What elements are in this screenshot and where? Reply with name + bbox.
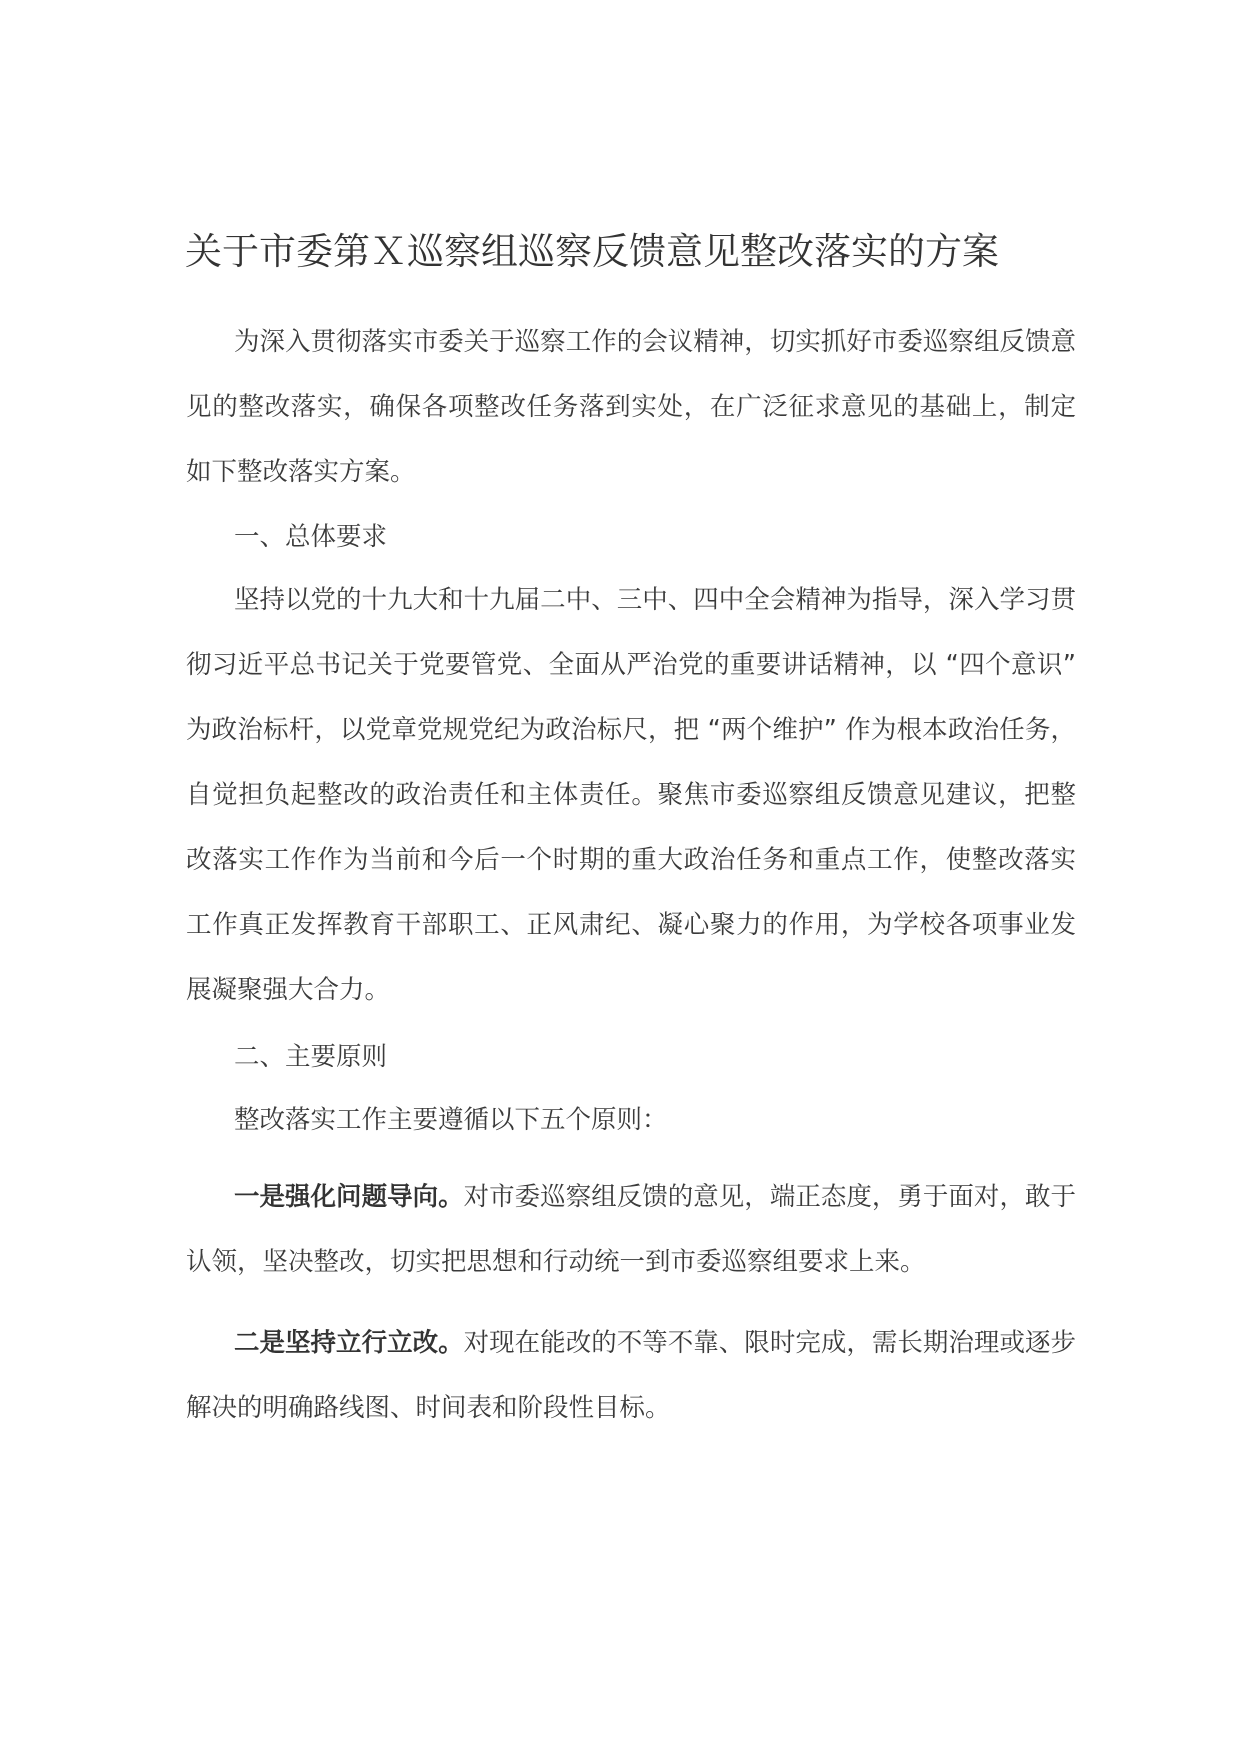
section-heading-main-principles: 二、主要原则 — [234, 1042, 388, 1072]
principle-two-paragraph — [186, 1311, 1076, 1441]
intro-paragraph: 为深入贯彻落实市委关于巡察工作的会议精神，切实抓好市委巡察组反馈意见的整改落实，确保各项整改任务落到实处，在广泛征求意见的基础上，制定如下整改落实方案。 — [186, 327, 1076, 487]
principle-two-body: 对现在能改的不等不靠、限时完成，需长期治理或逐步解决的明确路线图、时间表和阶段性目标。 — [186, 1328, 1076, 1423]
document-title: 关于市委第Ｘ巡察组巡察反馈意见整改落实的方案 — [185, 229, 999, 273]
principle-two-lead: 二是坚持立行立改。 — [234, 1328, 464, 1358]
principle-one-paragraph — [186, 1165, 1076, 1295]
section-heading-overall-requirements: 一、总体要求 — [234, 522, 388, 552]
principles-lead-paragraph: 整改落实工作主要遵循以下五个原则： — [234, 1105, 668, 1135]
principle-one-lead: 一是强化问题导向。 — [234, 1182, 464, 1212]
principle-one-body: 对市委巡察组反馈的意见，端正态度，勇于面对，敢于认领，坚决整改，切实把思想和行动统一到市委巡察组要求上来。 — [186, 1182, 1076, 1277]
overall-requirements-paragraph: 坚持以党的十九大和十九届二中、三中、四中全会精神为指导，深入学习贯彻习近平总书记关于党要管党、全面从严治党的重要讲话精神，以 “四个意识” 为政治标杆，以党章党规党纪为政治标尺，把 “两个维护” 作为根本政治任务，自觉担负起整改的政治责任和主体责任。聚焦市委巡察组反馈意见建议，把整改落实工作作为当前和今后一个时期的重大政治任务和重点工作，使整改落实工作真正发挥教育干部职工、正风肃纪、凝心聚力的作用，为学校各项事业发展凝聚强大合力。 — [186, 585, 1076, 1005]
